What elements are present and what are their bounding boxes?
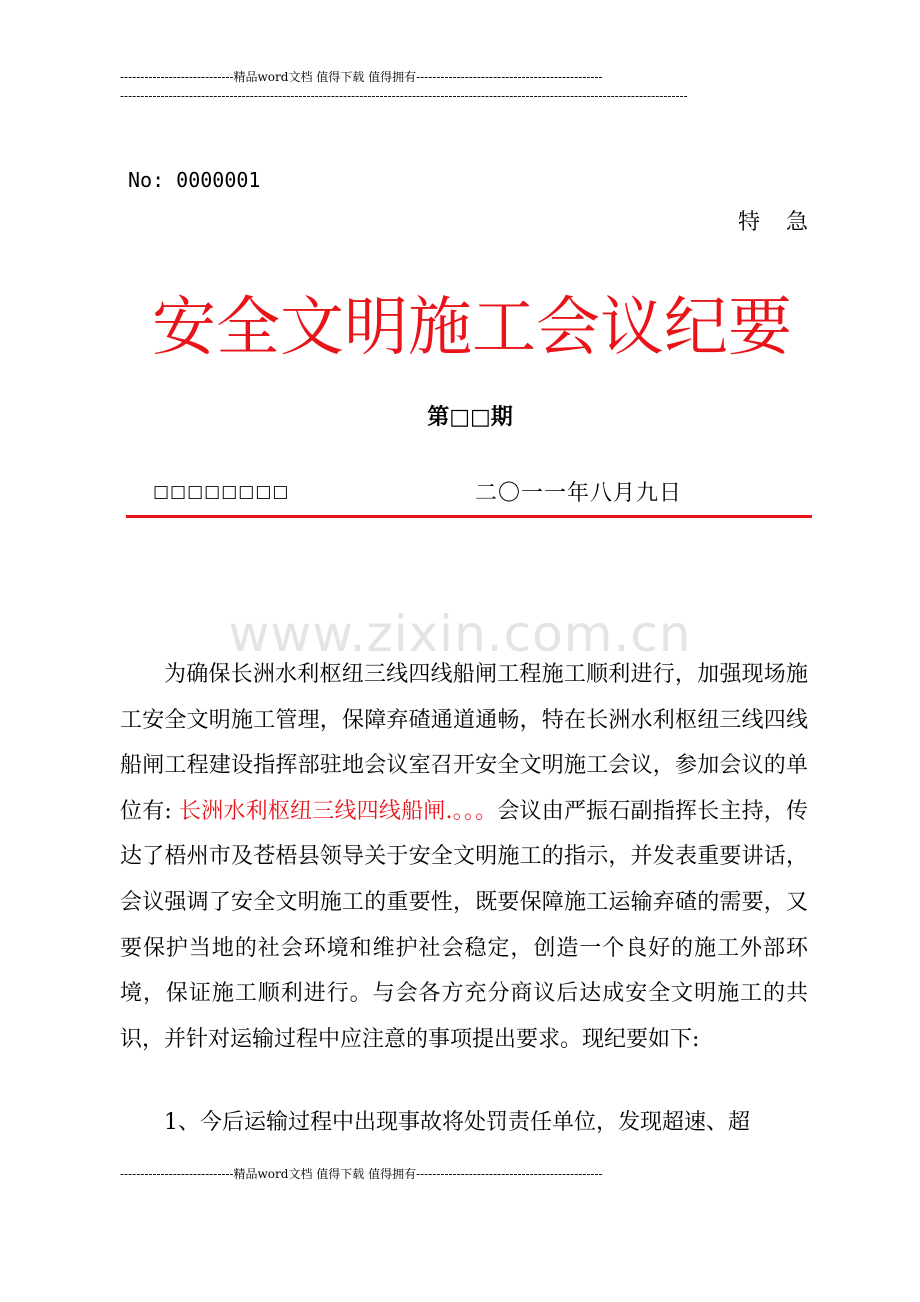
body-paragraph-1	[120, 652, 808, 1062]
list-item-1: 1、今后运输过程中出现事故将处罚责任单位，发现超速、超	[164, 1110, 750, 1135]
red-divider	[126, 515, 812, 518]
document-title: 安全文明施工会议纪要	[152, 291, 792, 365]
header-divider: --------------------------------------------------------------------------------------------------------------------------------------------	[120, 89, 688, 103]
para1-attendees-highlight: 长洲水利枢纽三线四线船闸.。。。	[179, 798, 498, 824]
urgency-label: 特急	[738, 210, 835, 235]
para1-text-end: 会议由严振石副指挥长主持，传达了梧州市及苍梧县领导关于安全文明施工的指示，并发表重要讲话，会议强调了安全文明施工的重要性，既要保障施工运输弃碴的需要，又要保护当地的社会环境和维护社会稳定，创造一个良好的施工外部环境，保证施工顺利进行。与会各方充分商议后达成安全文明施工的共识，并针对运输过程中应注意的事项提出要求。现纪要如下:	[120, 798, 809, 1052]
site-watermark: www.zixin.com.cn	[228, 605, 692, 663]
para1-text-start: 为确保长洲水利枢纽三线四线船闸工程施工顺利进行，加强现场施工安全文明施工管理，保障弃碴通道通畅，特在长洲水利枢纽三线四线船闸工程建设指挥部驻地会议室召开安全文明施工会议，参加会议的单位有:	[120, 662, 808, 824]
issue-number: 第□□期	[427, 405, 513, 430]
header-watermark-line: ----------------------------精品word文档 值得下载 值得拥有----------------------------------------------	[120, 70, 603, 84]
document-date: 二〇一一年八月九日	[475, 481, 683, 506]
footer-watermark-line: ----------------------------精品word文档 值得下载 值得拥有----------------------------------------------	[120, 1167, 603, 1181]
issuing-unit: □□□□□□□□	[153, 482, 290, 502]
document-number: No: 0000001	[128, 168, 261, 192]
